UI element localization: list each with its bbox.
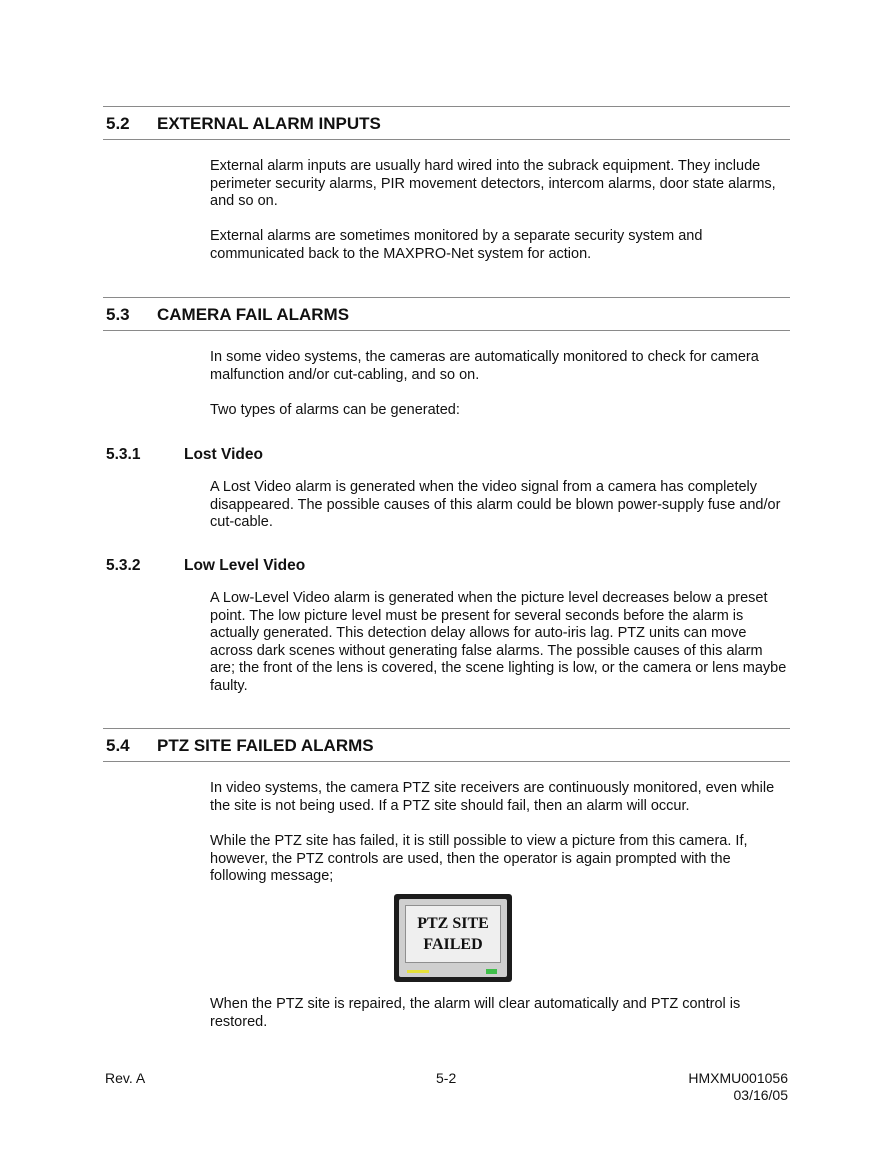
- paragraph: A Low-Level Video alarm is generated when the picture level decreases below a preset point. The low picture level must be present for several seconds before the alarm is actually generated. This detection delay allows for auto-iris lag. PTZ units can move across dark scenes without generating false alarms. The possible causes of this alarm are; the front of the lens is covered, the scene lighting is low, or the camera or lens maybe faulty.: [210, 590, 787, 694]
- paragraph: External alarms are sometimes monitored by a separate security system and communicated back to the MAXPRO-Net system for action.: [210, 228, 703, 262]
- monitor-message-line1: PTZ SITE: [417, 915, 489, 932]
- subsection-title: Low Level Video: [184, 557, 306, 574]
- paragraph: Two types of alarms can be generated:: [210, 402, 460, 418]
- monitor-bezel: [399, 899, 507, 977]
- paragraph: A Lost Video alarm is generated when the video signal from a camera has completely disappeared. The possible causes of this alarm could be blown power-supply fuse and/or cut-cable.: [210, 479, 781, 530]
- footer-date: 03/16/05: [733, 1087, 788, 1103]
- monitor-message-line2: FAILED: [423, 936, 483, 953]
- subsection-number: 5.3.1: [106, 446, 141, 463]
- paragraph: When the PTZ site is repaired, the alarm will clear automatically and PTZ control is restored.: [210, 996, 741, 1030]
- subsection-number: 5.3.2: [106, 557, 141, 574]
- monitor-yellow-indicator: [407, 970, 429, 973]
- section-header-5-4: [103, 728, 790, 762]
- paragraph: While the PTZ site has failed, it is still possible to view a picture from this camera. If, however, the PTZ controls are used, then the operator is again prompted with the following message;: [210, 833, 748, 884]
- footer-page-number: 5-2: [436, 1070, 457, 1086]
- monitor-screen: [405, 905, 501, 963]
- paragraph: In some video systems, the cameras are automatically monitored to check for camera malfunction and/or cut-cabling, and so on.: [210, 349, 759, 383]
- monitor-green-indicator: [486, 969, 497, 974]
- section-header-5-3: [103, 297, 790, 331]
- section-title: EXTERNAL ALARM INPUTS: [157, 114, 381, 133]
- section-title: CAMERA FAIL ALARMS: [157, 305, 350, 324]
- paragraph: External alarm inputs are usually hard wired into the subrack equipment. They include perimeter security alarms, PIR movement detectors, intercom alarms, door state alarms, and so on.: [210, 158, 776, 209]
- monitor-icon: [394, 894, 512, 982]
- footer-doc-id: HMXMU001056: [688, 1070, 788, 1086]
- section-title: PTZ SITE FAILED ALARMS: [157, 736, 374, 755]
- footer-revision: Rev. A: [105, 1070, 146, 1086]
- paragraph: In video systems, the camera PTZ site receivers are continuously monitored, even while the site is not being used. If a PTZ site should fail, then an alarm will occur.: [210, 780, 775, 814]
- section-number: 5.3: [106, 305, 130, 324]
- section-number: 5.2: [106, 114, 130, 133]
- section-header-5-2: [103, 106, 790, 140]
- subsection-title: Lost Video: [184, 446, 263, 463]
- section-number: 5.4: [106, 736, 130, 755]
